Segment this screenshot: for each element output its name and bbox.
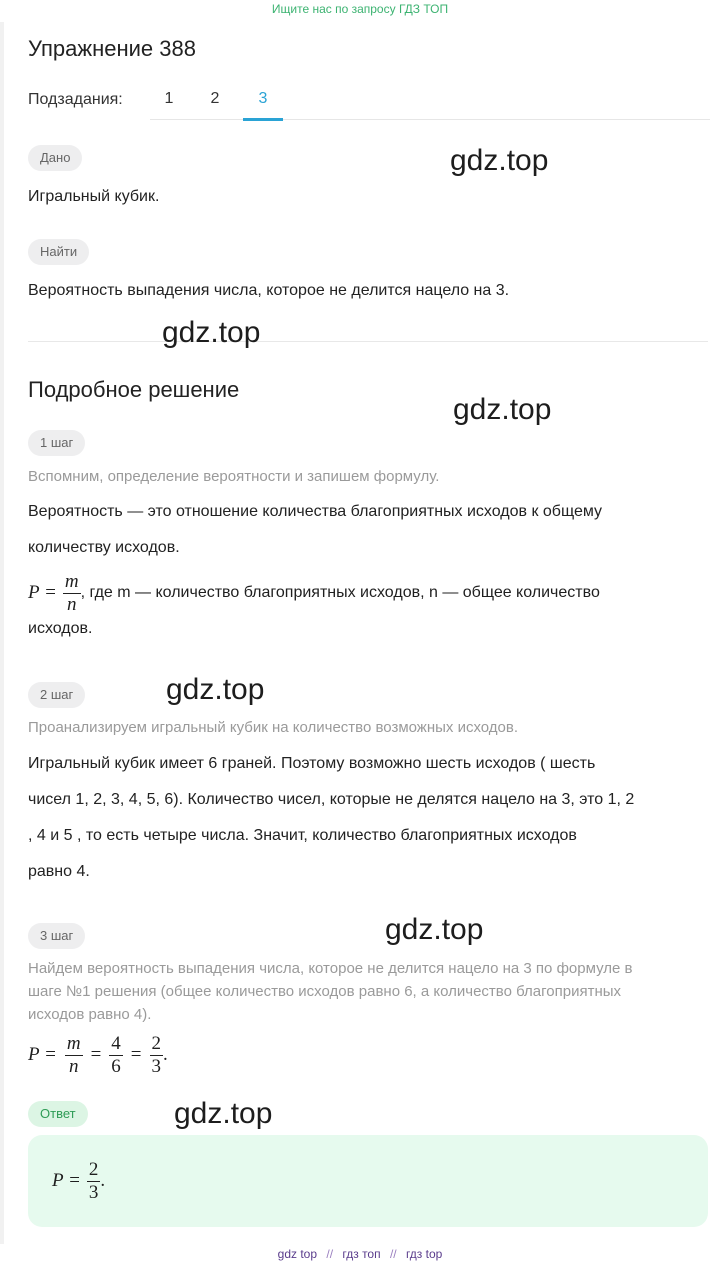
formula-fraction — [63, 571, 81, 616]
section-divider — [28, 341, 708, 342]
step-2-badge: 2 шаг — [28, 682, 85, 708]
formula-explanation: , где m — количество благоприятных исходов, n — общее количество — [80, 584, 600, 601]
watermark: gdz.top — [450, 144, 549, 177]
step-1-line-3: исходов. — [28, 620, 93, 637]
fraction-m-n — [65, 1033, 83, 1078]
watermark: gdz.top — [174, 1097, 273, 1130]
subtasks-label: Подзадания: — [28, 91, 123, 108]
given-badge: Дано — [28, 145, 82, 171]
footer-links — [0, 1247, 720, 1261]
step-1-line-1: Вероятность — это отношение количества благоприятных исходов к общему — [28, 503, 603, 520]
step-1-line-2: количеству исходов. — [28, 539, 180, 556]
footer-separator: // — [389, 1247, 397, 1261]
equals-sign: = — [130, 1044, 142, 1065]
footer-separator: // — [326, 1247, 334, 1261]
active-tab-indicator — [243, 118, 283, 121]
step-1-hint: Вспомним, определение вероятности и запишем формулу. — [28, 468, 440, 485]
tab-1[interactable]: 1 — [164, 90, 174, 107]
watermark: gdz.top — [166, 673, 265, 706]
answer-p: P = — [52, 1170, 81, 1191]
step-2-line-1: Игральный кубик имеет 6 граней. Поэтому возможно шесть исходов ( шесть — [28, 755, 596, 772]
step-3-hint-1: Найдем вероятность выпадения числа, которое не делится нацело на 3 по формуле в — [28, 960, 633, 977]
step-1-formula — [28, 568, 600, 618]
fraction-4-6 — [109, 1033, 123, 1078]
step-2-line-2: чисел 1, 2, 3, 4, 5, 6). Количество чисел, которые не делятся нацело на 3, это 1, 2 — [28, 791, 635, 808]
fraction-denominator: 3 — [151, 1055, 162, 1077]
watermark: gdz.top — [162, 316, 261, 349]
fraction-denominator: 6 — [111, 1055, 121, 1077]
step-3-hint-3: исходов равно 4). — [28, 1006, 152, 1023]
footer-link[interactable]: гдз топ — [342, 1247, 381, 1261]
tab-2[interactable]: 2 — [210, 90, 220, 107]
fraction-denominator: n — [66, 593, 77, 615]
step-3-hint-2: шаге №1 решения (общее количество исходов равно 6, а количество благоприятных — [28, 983, 622, 1000]
fraction-numerator: m — [64, 570, 79, 592]
step-2-hint: Проанализируем игральный кубик на количество возможных исходов. — [28, 719, 519, 736]
formula-p: P = — [28, 1044, 57, 1065]
watermark: gdz.top — [453, 393, 552, 426]
answer-badge: Ответ — [28, 1101, 88, 1127]
equals-sign: = — [90, 1044, 102, 1065]
exercise-title: Упражнение 388 — [28, 36, 196, 61]
fraction-numerator: m — [66, 1032, 81, 1054]
fraction-numerator: 2 — [88, 1158, 99, 1180]
footer-link[interactable]: gdz top — [277, 1247, 318, 1261]
top-banner[interactable]: Ищите нас по запросу ГДЗ ТОП — [271, 2, 449, 16]
step-2-line-4: равно 4. — [28, 863, 90, 880]
answer-period: . — [100, 1170, 106, 1191]
fraction-numerator: 4 — [111, 1032, 121, 1054]
fraction-denominator: n — [68, 1055, 79, 1077]
answer-formula — [52, 1155, 105, 1207]
tabs-divider — [150, 119, 710, 120]
step-2-line-3: , 4 и 5 , то есть четыре числа. Значит, количество благоприятных исходов — [28, 827, 577, 844]
left-divider — [0, 22, 4, 1244]
footer-link[interactable]: гдз top — [405, 1247, 443, 1261]
tab-3[interactable]: 3 — [258, 90, 268, 107]
find-badge: Найти — [28, 239, 89, 265]
step-3-formula — [28, 1030, 168, 1080]
find-text: Вероятность выпадения числа, которое не делится нацело на 3. — [28, 282, 510, 299]
step-1-badge: 1 шаг — [28, 430, 85, 456]
fraction-denominator: 3 — [88, 1181, 99, 1203]
answer-fraction — [87, 1159, 101, 1204]
fraction-numerator: 2 — [151, 1032, 162, 1054]
solution-title: Подробное решение — [28, 377, 240, 402]
answer-box — [28, 1135, 708, 1227]
fraction-2-3 — [150, 1033, 164, 1078]
watermark: gdz.top — [385, 913, 484, 946]
given-text: Игральный кубик. — [28, 188, 160, 205]
step-3-badge: 3 шаг — [28, 923, 85, 949]
formula-period: . — [163, 1044, 168, 1065]
formula-p: P = — [28, 582, 57, 603]
